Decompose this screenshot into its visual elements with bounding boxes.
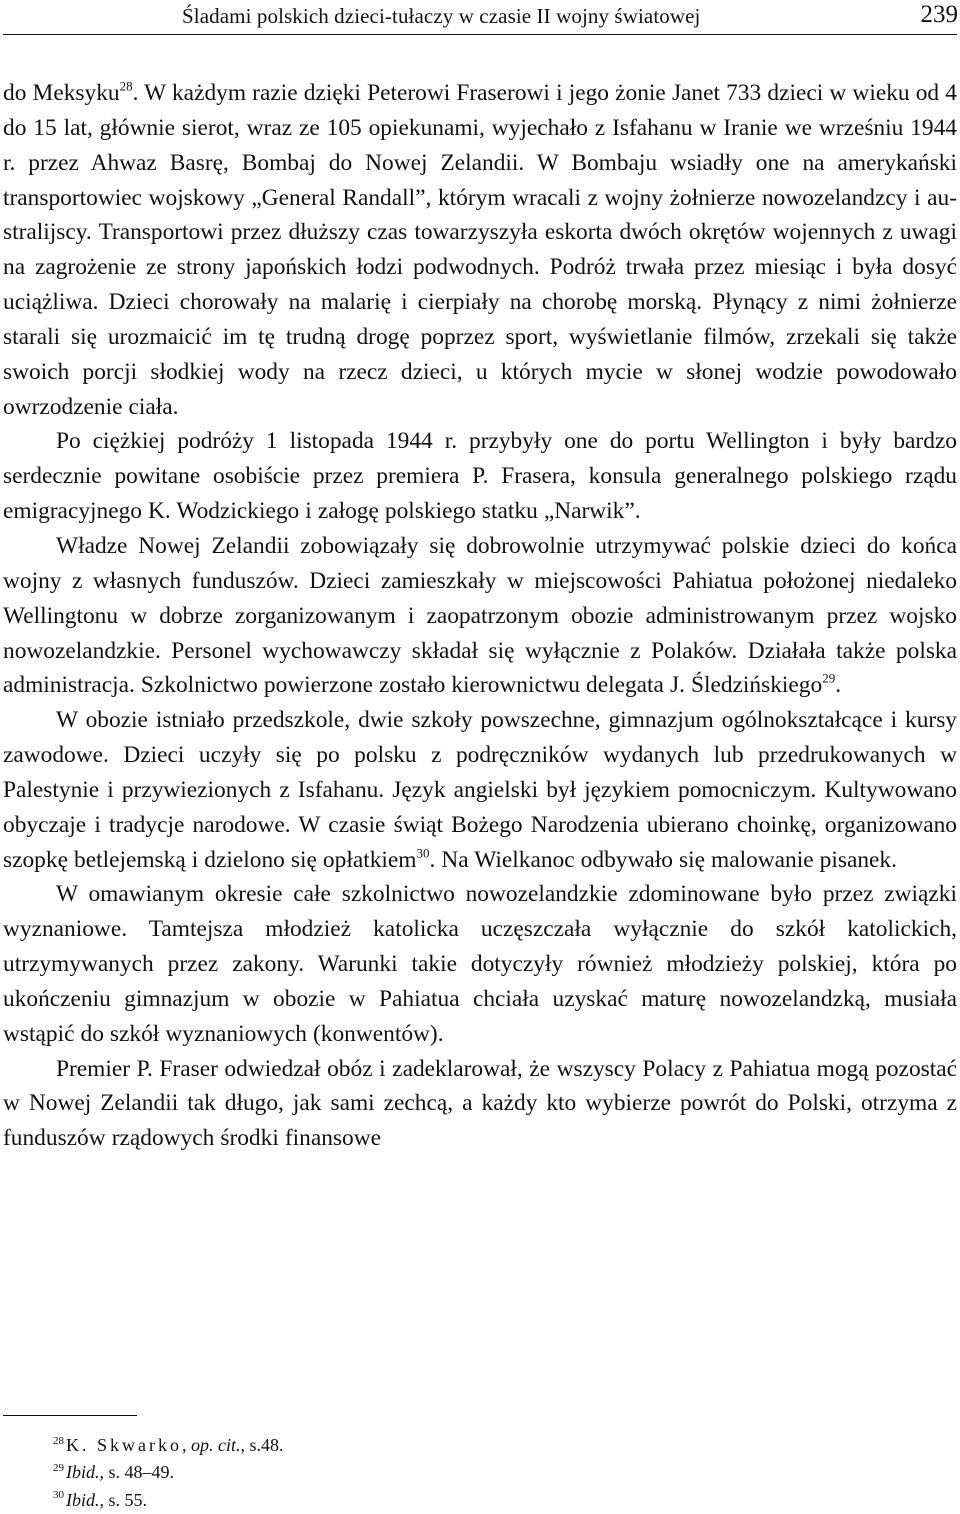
footnote-separator: , [182, 1435, 191, 1455]
footnote-work: Ibid. [66, 1489, 100, 1510]
footnote-pages: , s. 55. [99, 1489, 148, 1510]
footnote-rule [3, 1415, 137, 1416]
footnote-pages: , s.48. [240, 1435, 284, 1455]
footnote-number: 30 [53, 1489, 64, 1502]
footnote-number: 29 [53, 1462, 64, 1475]
paragraph-3-text-start: Władze Nowej Zelandii zobowiązały się dobrowolnie utrzymywać polskie dzieci do końca wojny z własnych funduszów. Dzieci zamieszkały w miejscowości Pahiatua położonej niedaleko Wellingtonu w dobrze zorganizowanym i zaopatrzonym obozie administrowanym przez wojsko nowozelandzkie. Personel wychowawczy składał się wyłącznie z Polaków. Działała także polska administracja. Szkolnictwo powierzone zostało kierownictwu delegata J. Śledzińskiego [3, 532, 957, 699]
paragraph-4-text-start: W obozie istniało przedszkole, dwie szkoły powszechne, gimnazjum ogólnokształcące i kursy zawodowe. Dzieci uczyły się po polsku z podręczników wydanych lub przedrukowanych w Palestynie i przywiezionych z Isfahanu. Język angielski był językiem pomocniczym. Kultywowano obyczaje i tradycje narodowe. W czasie świąt Bożego Narodzenia ubierano choinkę, organizowano szopkę betlejemską i dzielono się opłatkiem [3, 707, 957, 873]
running-title: Śladami polskich dzieci-tułaczy w czasie II wojny światowej [182, 4, 701, 28]
paragraph-4-text-rest: . Na Wielkanoc odbywało się malowanie pisanek. [429, 846, 897, 873]
footnote-pages: , s. 48–49. [99, 1462, 175, 1483]
running-head [0, 0, 960, 42]
paragraph-5: W omawianym okresie całe szkolnictwo nowozelandzkie zdominowane było przez związki wyznaniowe. Tamtejsza młodzież katolicka uczęszczała wyłącznie do szkół katolickich, utrzymywanych przez zakony. Warunki takie dotyczyły również młodzieży polskiej, która po ukończeniu gimnazjum w obozie w Pahiatua chciała uzyskać maturę nowozelandzką, musiała wstąpić do szkół wyznaniowych (konwentów). [3, 881, 957, 1047]
footnote-work: Ibid. [66, 1462, 100, 1483]
header-rule [3, 34, 957, 35]
footnote-ref-30[interactable]: 30 [416, 844, 430, 860]
footnote-ref-29[interactable]: 29 [822, 670, 836, 686]
footnote-ref-28[interactable]: 28 [119, 78, 133, 94]
footnote-29 [53, 1459, 653, 1486]
footnote-work: op. cit. [191, 1435, 241, 1455]
footnote-author: K. Skwarko [66, 1435, 182, 1455]
paragraph-6: Premier P. Fraser odwiedzał obóz i zadeklarował, że wszyscy Polacy z Pahiatua mogą pozostać w Nowej Zelandii tak długo, jak sami zechcą, a każdy kto wybierze powrót do Polski, otrzyma z funduszów rządowych środki finansowe [3, 1055, 957, 1152]
paragraph-3-text-rest: . [835, 672, 842, 699]
paragraph-1 [3, 76, 957, 424]
footnotes [53, 1432, 653, 1514]
paragraph-3 [3, 529, 957, 703]
footnote-30 [53, 1487, 653, 1514]
paragraph-1-text-start: do Meksyku [3, 80, 120, 106]
footnote-number: 28 [53, 1434, 64, 1447]
paragraph-2: Po ciężkiej podróży 1 listopada 1944 r. przybyły one do portu Wellington i były bardzo serdecznie powitane osobiście przez premiera P. Frasera, konsula generalnego polskiego rządu emigracyjnego K. Wodzickiego i załogę polskiego statku „Narwik”. [3, 428, 957, 525]
paragraph-1-text-rest: . W każdym razie dzięki Peterowi Fraserowi i jego żonie Janet 733 dzieci w wieku od 4 do 15 lat, głównie sierot, wraz ze 105 opiekunami, wyjechało z Isfahanu w Iranie we wrześniu 1944 r. przez Ahwaz Basrę, Bombaj do Nowej Zelandii. W Bombaju wsiadły one na amerykański transportowiec wojskowy „General Randall”, którym wracali z wojny żołnierze nowozelandzcy i australijscy. Transportowi przez dłuższy czas towarzyszyła eskorta dwóch okrętów wojennych z uwagi na zagrożenie ze strony japońskich łodzi podwodnych. Podróż trwała przez miesiąc i była dosyć uciążliwa. Dzieci chorowały na malarię i cierpiały na chorobę morską. Płynący z nimi żołnierze starali się urozmaicić im tę trudną drogę poprzez sport, wyświetlanie filmów, zrzekali się także swoich porcji słodkiej wody na rzecz dzieci, u których mycie w słonej wodzie powodowało owrzodzenie ciała. [3, 80, 957, 420]
main-text [3, 76, 957, 1156]
paragraph-4 [3, 703, 957, 877]
footnote-28 [53, 1432, 653, 1459]
page-number: 239 [920, 1, 958, 28]
